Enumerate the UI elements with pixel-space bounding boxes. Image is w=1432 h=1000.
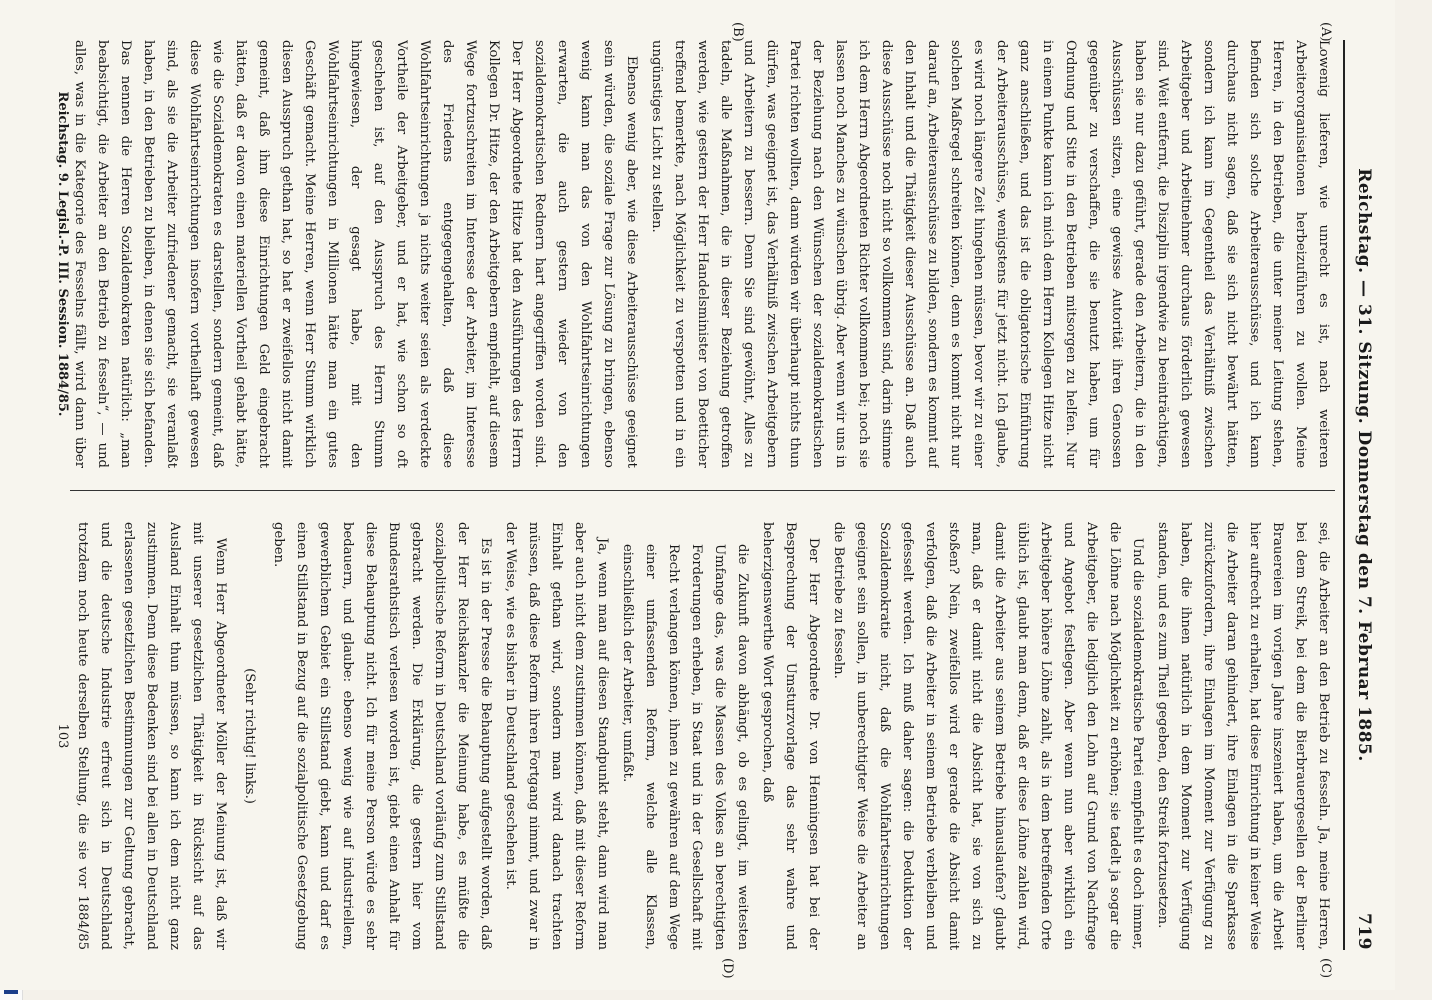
page-number: 719 xyxy=(1354,913,1374,950)
margin-marker-d: (D) xyxy=(720,958,735,979)
quotation: die Zukunft davon abhängt, ob es gelingt, im weitesten Umfange das, was die Massen des Volkes an berechtigten Forderungen erheben, in Staat und in der Gesellschaft mit Recht verlangen können, ihnen zu gewähren auf dem Wege einer umfassenden Reform, welche alle Klassen, einschließlich der Arbeiter, umfaßt. xyxy=(620,544,750,950)
margin-marker-b: (B) xyxy=(730,22,745,42)
paragraph: Ja, wenn man auf diesen Standpunkt steht, dann wird man aber auch nicht dem zustimmen können, daß mit dieser Reform Einhalt gethan wird, sondern man wird danach trachten müssen, daß diese Reform ihren Fortgang nimmt, und zwar in der Weise, wie es bisher in Deutschland geschehen ist. xyxy=(503,522,610,950)
paragraph: Ebenso wenig aber, wie diese Arbeiterausschüsse geeignet sein würden, die soziale Frage zur Lösung zu bringen, ebenso wenig kann man das von den Wohlfahrtseinrichtungen erwarten, die auch gestern wieder von den sozialdemokratischen Rednern hart angegriffen worden sind. Der Herr Abgeordnete Hitze hat den Ausführungen des Herrn Kollegen Dr. Hitze, der den Arbeitgebern empfiehlt, auf diesem Wege fortzuschreiten im Interesse der Arbeiter, im Interesse des Friedens entgegengehalten, daß diese Wohlfahrtseinrichtungen ja nichts weiter seien als verdeckte Vortheile der Arbeitgeber, und er hat, wie schon so oft geschehen ist, auf den Ausspruch des Herrn Stumm hingewiesen, der gesagt habe, mit den Wohlfahrtseinrichtungen in Millionen hätte man ein gutes Geschäft gemacht. Meine Herren, wenn Herr Stumm wirklich diesen Ausspruch gethan hat, so hat er zweifellos nicht damit gemeint, daß ihm diese Einrichtungen Geld eingebracht hätten, daß er davon einen materiellen Vortheil gehabt hätte, wie die Sozialdemokraten es darstellen, sondern gemeint, daß diese Wohlfahrtseinrichtungen insofern vortheilhaft gewesen sind, als sie die Arbeiter zufriedener gemacht, sie veranlaßt haben, in den Betrieben zu bleiben, in denen sie sich befanden. Das nennen die Herren Sozialdemokraten natürlich: „man beabsichtigt, die Arbeiter an den Betrieb zu fesseln“, — und alles, was in die Kategorie des Fesselns fällt, wird dann über xyxy=(72,40,639,468)
paragraph: Der Herr Abgeordnete Dr. von Henningsen hat bei der Besprechung der Umsturzvorlage das sehr wahre und beherzigenswerthe Wort gesprochen, daß xyxy=(760,522,821,950)
paragraph: Es ist in der Presse die Behauptung aufgestellt worden, daß der Herr Reichskanzler die Meinung habe, es müßte die sozialpolitische Reform in Deutschland vorläufig zum Stillstand gebracht werden. Die Erklärung, die gestern hier vom Bundesrathstisch verlesen worden ist, giebt einen Anhalt für diese Behauptung nicht. Ich für meine Person würde es sehr bedauern, und glaube: ebenso wenig wie auf industriellem, gewerblichem Gebiet ein Stillstand giebt, kann und darf es einen Stillstand in Bezug auf die sozialpolitische Gesetzgebung geben. xyxy=(271,522,493,950)
paragraph: sei, die Arbeiter an den Betrieb zu fesseln. Ja, meine Herren, bei dem Streik, bei dem die Bierbrauergesellen der Berliner Brauereien im vorigen Jahre inszeniert haben, um die Arbeit hier aufrecht zu erhalten, hat diese Einrichtung in keiner Weise die Arbeiter daran gehindert, ihre Einlagen in die Sparkasse zurückzufordern, ihre Einlagen im Moment zur Verfügung zu haben, die ihnen natürlich in dem Moment zur Verfügung standen, und es zum Theil gegeben, den Streik fortzusetzen. xyxy=(1155,522,1331,950)
margin-marker-a: (A) xyxy=(1318,22,1333,42)
column-divider xyxy=(70,490,1335,491)
paragraph: Lowenig lieferen, wie unrecht es ist, nach weiteren Arbeiterorganisationen herbeizuführen zu wollen. Meine Herren, in den Betrieben, die unter meiner Leitung stehen, befinden sich solche Arbeiterausschüsse, und ich kann durchaus nicht sagen, daß sie sich nicht bewährt hätten, sondern ich kann im Gegentheil das Verhältniß zwischen Arbeitgeber und Arbeitnehmer durchaus förderlich gewesen sind. Weit entfernt, die Disziplin irgendwie zu beeinträchtigen, haben sie nur dazu geführt, gerade den Arbeitern, die in den Ausschüssen sitzen, eine gewisse Autorität ihren Genossen gegenüber zu verschaffen, die sie benutzt haben, um für Ordnung und Sitte in den Betrieben mitsorgen zu helfen. Nur in einem Punkte kann ich mich dem Herrn Kollegen Hitze nicht ganz anschließen, und das ist die obligatorische Einführung der Arbeiterausschüsse, wenigstens für jetzt nicht. Ich glaube, es wird noch längere Zeit hingehen müssen, bevor wir zu einer solchen Maßregel schreiten können, denn es kommt nicht nur darauf an, Arbeiterausschüsse zu bilden, sondern es kommt auf den Inhalt und die Thätigkeit dieser Ausschüsse an. Daß auch diese Ausschüsse noch nicht so vollkommen sind, darin stimme ich dem Herrn Abgeordneten Richter vollkommen bei; noch sie lassen noch Manches zu wünschen übrig. Aber wenn wir uns in der Beziehung nach den Wünschen der sozialdemokratischen Partei richten wollten, dann würden wir überhaupt nichts thun dürfen, was geeignet ist, das Verhältniß zwischen Arbeitgebern und Arbeitern zu bessern. Denn Sie sind gewöhnt, Alles zu tadeln, alle Maßnahmen, die in dieser Beziehung getroffen werden, wie gestern der Herr Handelsminister von Boetticher treffend bemerkte, nach Möglichkeit zu verspotten und in ein ungünstiges Licht zu stellen. xyxy=(649,40,1331,468)
header-rule xyxy=(1343,40,1345,950)
page-header xyxy=(1351,40,1377,950)
paragraph: Wenn Herr Abgeordneter Möller der Meinung ist, daß wir mit unserer gesetzlichen Thätigkeit in Rücksicht auf das Ausland Einhalt thun müssen, so kann ich dem nicht ganz zustimmen. Denn diese Bedenken sind bei allen in Deutschland erlassenen gesetzlichen Bestimmungen zur Geltung gebracht, und die deutsche Industrie erfreut sich in Deutschland trotzdem noch heute derselben Stellung, die sie vor 1884/85 xyxy=(75,522,228,950)
footer-session-info: Reichstag. 9. Legisl.-P. III. Session. 1884/85. xyxy=(55,91,70,417)
interjection: (Sehr richtig! links.) xyxy=(242,668,257,804)
footer-sheet-number: 103 xyxy=(55,723,70,749)
page-title: Reichstag. — 31. Sitzung. Donnerstag den 7. Februar 1885. xyxy=(1354,168,1374,762)
margin-marker-c: (C) xyxy=(1318,958,1333,979)
left-column xyxy=(70,40,1335,468)
paragraph: Und die sozialdemokratische Partei empfiehlt es doch immer, die Löhne nach Möglichkeit zu erhöhen; sie tadelt ja sogar die Arbeitgeber, die lediglich den Lohn auf Grund von Nachfrage und Angebot festlegen. Aber wenn nun aber wirklich ein Arbeitgeber höhere Löhne zahlt, als in dem betreffenden Orte üblich ist, glaubt man denn, daß er diese Löhne zahlen wird, damit die Arbeiter aus seinem Betriebe hinauslaufen? glaubt man, daß er damit nicht die Absicht hat, sie von sich zu stoßen? Nein, zweifellos wird er gerade die Absicht damit verfolgen, daß die Arbeiter in seinem Betriebe verbleiben und gefesselt werden. Ich muß daher sagen: die Deduktion der Sozialdemokratie nicht, daß die Wohlfahrtseinrichtungen geeignet sein sollen, in unberechtigter Weise die Arbeiter an die Betriebe zu fesseln. xyxy=(831,522,1145,950)
right-column xyxy=(70,522,1335,950)
